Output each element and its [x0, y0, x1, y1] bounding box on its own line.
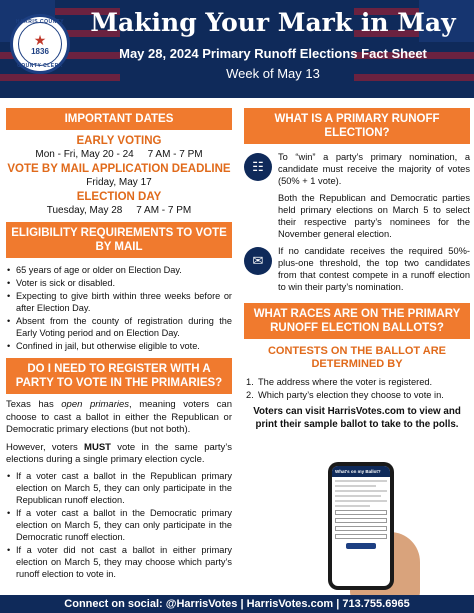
eligibility-list — [6, 264, 232, 352]
contests-heading: CONTESTS ON THE BALLOT ARE DETERMINED BY — [267, 345, 447, 370]
races-banner: WHAT RACES ARE ON THE PRIMARY RUNOFF ELECTION BALLOTS? — [244, 303, 470, 339]
vbm-deadline-heading: VOTE BY MAIL APPLICATION DEADLINE — [7, 163, 231, 175]
list-item: • Absent from the county of registration during the Early Voting period and on Election Day. — [6, 315, 232, 339]
right-column — [244, 108, 470, 431]
ballot-people-icon: ☷ — [244, 153, 272, 181]
page-subtitle: May 28, 2024 Primary Runoff Elections Fact Sheet — [119, 46, 427, 61]
seal-ring-top: HARRIS COUNTY — [15, 19, 65, 25]
same-party-paragraph: However, voters MUST vote in the same party’s elections during a single primary election cycle. — [6, 441, 232, 465]
runoff-block-majority: ☷ To “win” a party’s primary nomination, a candidate must receive the majority of votes (50% + 1 vote). — [244, 151, 470, 187]
vote-box-icon: ✉ — [244, 247, 272, 275]
runoff-block-march5: Both the Republican and Democratic parties held primary elections on March 5 to select their respective party’s nominees for the November general election. — [278, 193, 470, 239]
important-dates-banner: IMPORTANT DATES — [6, 108, 232, 130]
star-icon: ★ — [33, 31, 47, 48]
week-label: Week of May 13 — [226, 66, 320, 81]
sample-ballot-callout: Voters can visit HarrisVotes.com to view and print their sample ballot to take to the polls. — [253, 406, 461, 430]
page-title: Making Your Mark in May — [90, 8, 456, 37]
vbm-deadline-date: Friday, May 17 — [86, 177, 152, 188]
list-item: • Voter is sick or disabled. — [6, 277, 232, 289]
phone-screen-title: What's on my Ballot? — [332, 466, 390, 477]
contests-list — [244, 376, 470, 401]
seal-ring-bottom: COUNTY CLERK — [17, 63, 63, 69]
early-voting-heading: EARLY VOTING — [76, 135, 162, 147]
left-column — [6, 108, 232, 581]
county-clerk-seal — [10, 14, 70, 74]
party-rules-list — [6, 470, 232, 580]
election-day-heading: ELECTION DAY — [76, 191, 162, 203]
footer-contact: Connect on social: @HarrisVotes | HarrisVotes.com | 713.755.6965 — [0, 595, 474, 613]
list-item: 2. Which party’s election they choose to vote in. — [246, 389, 444, 400]
open-primaries-paragraph: Texas has open primaries, meaning voters can choose to cast a ballot in either the Republican or Democratic primary elections (but not both). — [6, 399, 232, 435]
eligibility-banner: ELIGIBILITY REQUIREMENTS TO VOTE BY MAIL — [6, 222, 232, 258]
election-day-date: Tuesday, May 28 7 AM - 7 PM — [46, 205, 192, 216]
list-item: 1. The address where the voter is registered. — [246, 377, 433, 387]
seal-year: 1836 — [31, 46, 49, 56]
list-item: • Expecting to give birth within three weeks before or after Election Day. — [6, 290, 232, 314]
list-item: • If a voter cast a ballot in the Democratic primary election on March 5, they can only participate in the Democratic runoff election. — [6, 507, 232, 543]
phone-graphic — [320, 462, 400, 592]
list-item: • If a voter did not cast a ballot in either primary election on March 5, they may choose which party’s runoff election to vote in. — [6, 544, 232, 580]
phone-screen — [332, 466, 390, 586]
list-item: • If a voter cast a ballot in the Republican primary election on March 5, they can only participate in the Republican runoff election. — [6, 470, 232, 506]
register-party-banner: DO I NEED TO REGISTER WITH A PARTY TO VOTE IN THE PRIMARIES? — [6, 358, 232, 394]
phone-device — [328, 462, 394, 590]
header — [0, 0, 474, 98]
list-item: • 65 years of age or older on Election Day. — [6, 264, 232, 276]
runoff-block-threshold: ✉ If no candidate receives the required 50%-plus-one threshold, the top two candidates from that contest compete in a runoff election to win their party’s nomination. — [244, 245, 470, 293]
runoff-banner: WHAT IS A PRIMARY RUNOFF ELECTION? — [244, 108, 470, 144]
early-voting-dates: Mon - Fri, May 20 - 24 7 AM - 7 PM — [35, 149, 203, 160]
list-item: • Confined in jail, but otherwise eligible to vote. — [6, 340, 232, 352]
